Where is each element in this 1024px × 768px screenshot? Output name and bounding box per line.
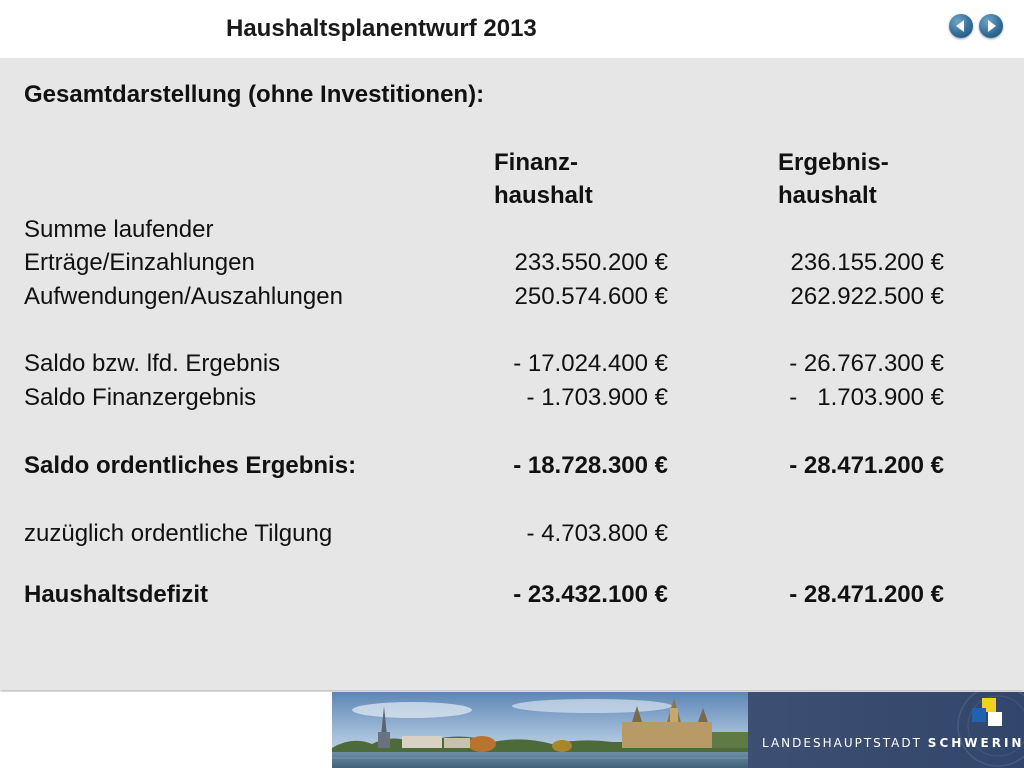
ergebnishaushalt-value: - 1.703.900 € <box>789 384 944 411</box>
arrow-right-icon <box>979 14 1003 38</box>
row-label: Erträge/Einzahlungen <box>24 249 255 276</box>
logo-city: SCHWERIN <box>927 736 1024 750</box>
row-label: Aufwendungen/Auszahlungen <box>24 283 343 310</box>
slide-title: Haushaltsplanentwurf 2013 <box>226 15 537 42</box>
city-emblem-icon <box>968 696 1012 732</box>
row-label: Summe laufender <box>24 216 214 243</box>
ergebnishaushalt-value: 236.155.200 € <box>790 249 944 276</box>
city-logo-text <box>762 736 1024 750</box>
row-label: Saldo Finanzergebnis <box>24 384 257 411</box>
previous-slide-button[interactable] <box>949 14 973 38</box>
finanzhaushalt-value: 250.574.600 € <box>514 283 668 310</box>
ergebnishaushalt-value: - 26.767.300 € <box>789 350 944 377</box>
finanzhaushalt-value: 233.550.200 € <box>514 249 668 276</box>
slide-footer <box>0 692 1024 768</box>
column-header-ergebnishaushalt-line1: Ergebnis- <box>778 149 889 176</box>
column-header-finanzhaushalt-line2: haushalt <box>494 182 593 209</box>
row-label: Saldo bzw. lfd. Ergebnis <box>24 350 281 377</box>
finanzhaushalt-value: - 4.703.800 € <box>526 520 668 547</box>
column-header-finanzhaushalt-line1: Finanz- <box>494 149 578 176</box>
content-panel <box>0 58 1024 690</box>
logo-prefix: LANDESHAUPTSTADT <box>762 736 922 750</box>
finanzhaushalt-value: - 1.703.900 € <box>526 384 668 411</box>
row-label: Haushaltsdefizit <box>24 581 209 608</box>
city-logo-area <box>748 692 1024 768</box>
finanzhaushalt-value: - 18.728.300 € <box>513 452 668 479</box>
city-panorama-image <box>332 692 748 768</box>
slide-header <box>0 0 1024 58</box>
finanzhaushalt-value: - 23.432.100 € <box>513 581 668 608</box>
column-header-ergebnishaushalt-line2: haushalt <box>778 182 877 209</box>
ergebnishaushalt-value: 262.922.500 € <box>790 283 944 310</box>
ergebnishaushalt-value: - 28.471.200 € <box>789 452 944 479</box>
section-heading: Gesamtdarstellung (ohne Investitionen): <box>24 81 485 108</box>
row-label: Saldo ordentliches Ergebnis: <box>24 452 357 479</box>
arrow-left-icon <box>949 14 973 38</box>
row-label: zuzüglich ordentliche Tilgung <box>24 520 333 547</box>
next-slide-button[interactable] <box>979 14 1003 38</box>
ergebnishaushalt-value: - 28.471.200 € <box>789 581 944 608</box>
finanzhaushalt-value: - 17.024.400 € <box>513 350 668 377</box>
